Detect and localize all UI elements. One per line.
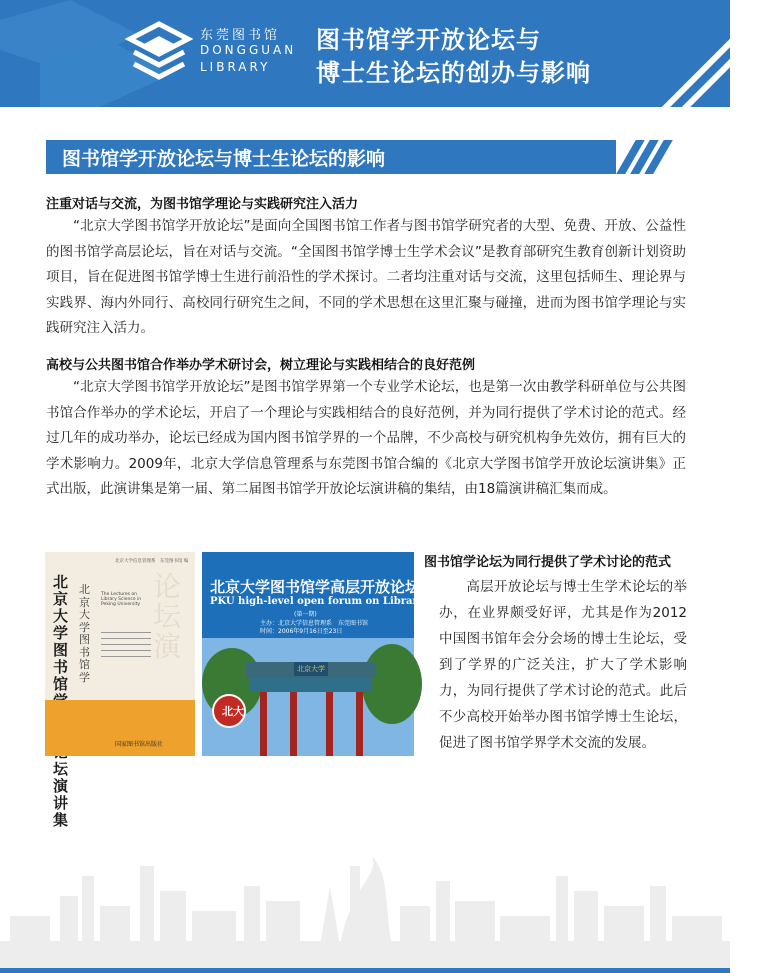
book2-gate-pillar <box>356 692 363 756</box>
section-title: 图书馆学开放论坛与博士生论坛的影响 <box>62 148 386 170</box>
book2-gate-pillar <box>326 692 333 756</box>
book1-english-title: The Lectures on Library Science in Peking University <box>101 592 142 607</box>
city-skyline-decor <box>0 846 730 973</box>
logo-en-text-line1: DONGGUAN <box>200 43 297 57</box>
heading-cooperation: 高校与公共图书馆合作举办学术研讨会，树立理论与实践相结合的良好范例 <box>46 358 476 373</box>
book2-date: 时间：2006年9月16日至23日 <box>260 628 343 635</box>
book1-text-line <box>101 644 151 645</box>
book1-title: 北京大学图书馆 坛演讲集 <box>53 573 69 829</box>
pku-seal-icon <box>212 694 246 728</box>
book2-gate-pillar <box>290 692 297 756</box>
header-decor-stripe <box>641 14 758 131</box>
header-title <box>316 24 591 90</box>
pku-seal-text: 北大 <box>222 705 244 718</box>
logo-en-text-line2: LIBRARY <box>200 60 271 74</box>
paragraph-paradigm-text: 高层开放论坛与博士生学术论坛的举办，在业界颇受好评，尤其是作为2012中国图书馆年会分会场的博士生论坛，受到了学界的广泛关注，扩大了学术影响力，为同行提供了学术讨论的范式。此后不少高校开始举办图书馆学博士生论坛，促进了图书馆学界学术交流的发展。 <box>439 579 687 751</box>
paragraph-dialogue-text: “北京大学图书馆学开放论坛”是面向全国图书馆工作者与图书馆学研究者的大型、免费、开放、公益性的图书馆学高层论坛，旨在对话与交流。“全国图书馆学博士生学术会议”是教育部研究生教育创新计划资助项目，旨在促进图书馆学博士生进行前沿性的学术探讨。二者均注重对话与交流，这里包括师生、理论界与实践界、海内外同行、高校同行研究生之间，不同的学术思想在这里汇聚与碰撞，进而为图书馆学理论与实践研究注入活力。 <box>46 218 686 336</box>
library-logo-icon <box>128 22 190 80</box>
heading-paradigm: 图书馆学论坛为同行提供了学术讨论的范式 <box>424 555 672 570</box>
book2-gate-pillar <box>260 692 267 756</box>
book1-background-chars: 论坛演 <box>153 570 182 663</box>
heading-dialogue: 注重对话与交流，为图书馆学理论与实践研究注入活力 <box>46 197 359 212</box>
book2-organizer: 主办：北京大学信息管理系 东莞图书馆 <box>260 620 369 627</box>
book1-subtitle: 北京大学图书馆学 <box>79 583 90 684</box>
book1-text-line <box>101 632 151 633</box>
book1-text-line <box>101 650 151 651</box>
book2-title-cn: 北京大学图书馆学高层开放论坛 <box>210 578 421 596</box>
paragraph-cooperation-text: “北京大学图书馆学开放论坛”是图书馆学界第一个专业学术论坛，也是第一次由教学科研单位与公共图书馆合作举办的学术论坛，开启了一个理论与实践相结合的良好范例，并为同行提供了学术讨论的范式。经过几年的成功举办，论坛已经成为国内图书馆学界的一个品牌，不少高校与研究机构争先效仿，拥有巨大的学术影响力。2009年，北京大学信息管理系与东莞图书馆合编的《北京大学图书馆学开放论坛演讲集》正式出版，此演讲集是第一届、第二届图书馆学开放论坛演讲稿的集结，由18篇演讲稿汇集而成。 <box>46 379 686 497</box>
book1-top-text: 北京大学信息管理系 东莞图书馆 编 <box>115 559 189 564</box>
page-header <box>0 0 730 107</box>
header-title-line2: 博士生论坛的创办与影响 <box>316 59 591 87</box>
paragraph-paradigm <box>439 574 687 756</box>
book2-gate-plaque: 北京大学 <box>294 662 328 676</box>
paragraph-cooperation <box>46 375 686 503</box>
book-cover-lectures <box>45 552 195 829</box>
book2-issue: (第一期) <box>294 611 317 618</box>
book1-text-line <box>101 638 151 639</box>
book2-title-en: PKU high-level open forum on Library Science <box>210 596 471 607</box>
book1-publisher: 国家图书馆出版社 <box>115 741 164 748</box>
header-title-line1: 图书馆学开放论坛与 <box>316 26 541 54</box>
logo-cn-text: 东莞图书馆 <box>200 28 281 43</box>
header-decor-stripe <box>661 14 778 131</box>
book2-gate-beam <box>250 678 372 692</box>
book1-text-line <box>101 656 151 657</box>
book-cover-forum <box>202 552 471 756</box>
paragraph-dialogue <box>46 214 686 342</box>
